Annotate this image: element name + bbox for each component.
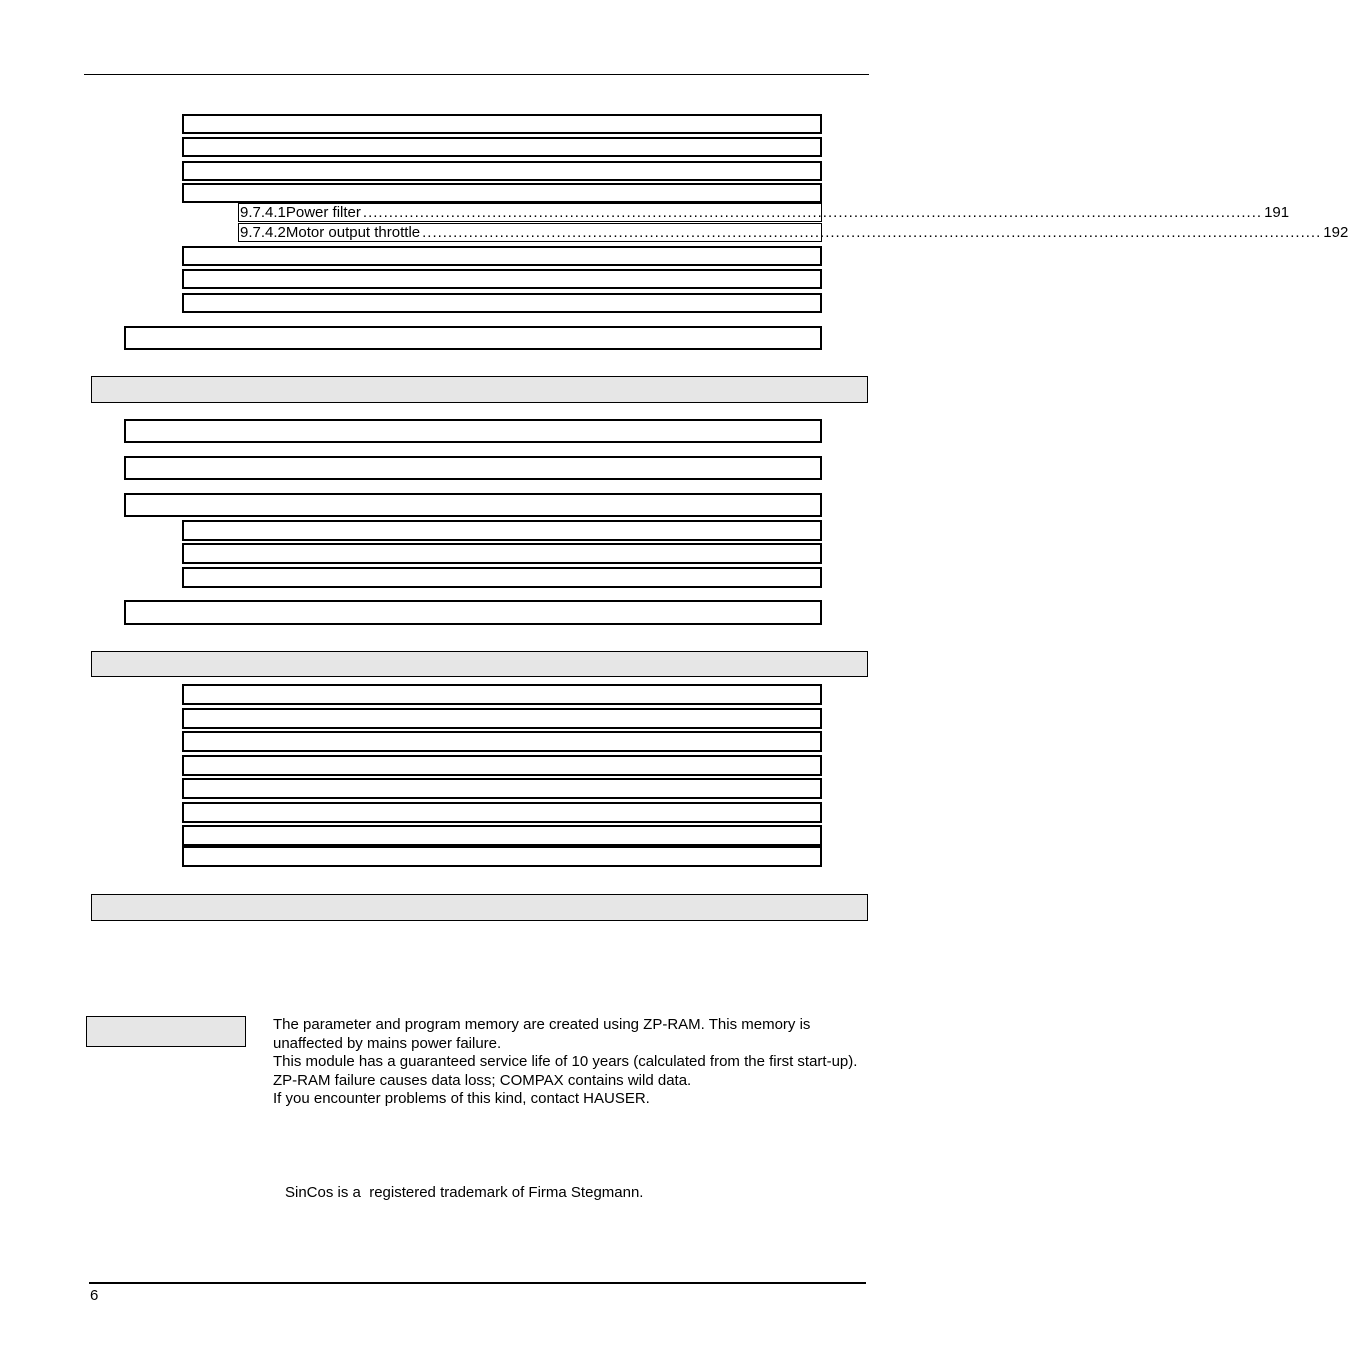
toc-entry-page: 191 [1264,203,1290,221]
note-text [273,1016,863,1109]
note-paragraph: If you encounter problems of this kind, contact HAUSER. [273,1090,650,1107]
toc-entry-number: 9.7.4.1 [240,203,286,221]
toc-entry-number: 9.7.4.2 [240,223,286,241]
toc-entry-box [124,419,822,443]
toc-chapter-bar [91,651,868,677]
toc-entry-box [124,456,822,480]
note-paragraph: ZP-RAM failure causes data loss; COMPAX contains wild data. [273,1071,692,1089]
toc-entry-title: Motor output throttle [285,223,421,241]
toc-entry-box [182,846,822,867]
toc-entry-box [182,731,822,752]
toc-chapter-bar [91,894,868,921]
toc-entry-box [182,269,822,289]
toc-entry-box [182,543,822,564]
note-paragraph: The parameter and program memory are created using ZP-RAM. This memory is unaffected by mains power failure. [273,1016,811,1052]
note-label-box [86,1016,246,1047]
toc-entry-page: 192 [1323,223,1348,241]
toc-entry-box [182,825,822,846]
toc-entry-box [182,708,822,729]
toc-leader-dots: .............................................................................................................................................................................. [422,223,1322,241]
toc-entry-box [182,161,822,181]
toc-chapter-bar [91,376,868,403]
toc-leader-dots: .............................................................................................................................................................................. [362,203,1263,221]
page-number: 6 [90,1287,99,1304]
toc-entry-power-filter[interactable] [238,203,1290,222]
toc-entry-box [124,326,822,350]
footer-rule [89,1282,866,1284]
toc-entry-box [182,802,822,823]
toc-entry-box [182,183,822,203]
toc-entry-title: Power filter [285,203,361,221]
toc-entry-box [182,778,822,799]
toc-entry-box [182,114,822,134]
toc-entry-box [182,246,822,266]
note-paragraph: This module has a guaranteed service life of 10 years (calculated from the first start-up). [273,1053,858,1070]
toc-entry-box [182,684,822,705]
toc-entry-box [182,137,822,157]
toc-entry-box [124,493,822,517]
header-rule [84,74,869,75]
toc-entry-box [182,520,822,541]
toc-entry-box [182,567,822,588]
toc-entry-box [182,293,822,313]
toc-entry-motor-output-throttle[interactable] [238,223,1348,242]
trademark-text: SinCos is a registered trademark of Firma Stegmann. [285,1184,644,1201]
toc-entry-box [124,600,822,625]
toc-entry-box [182,755,822,776]
